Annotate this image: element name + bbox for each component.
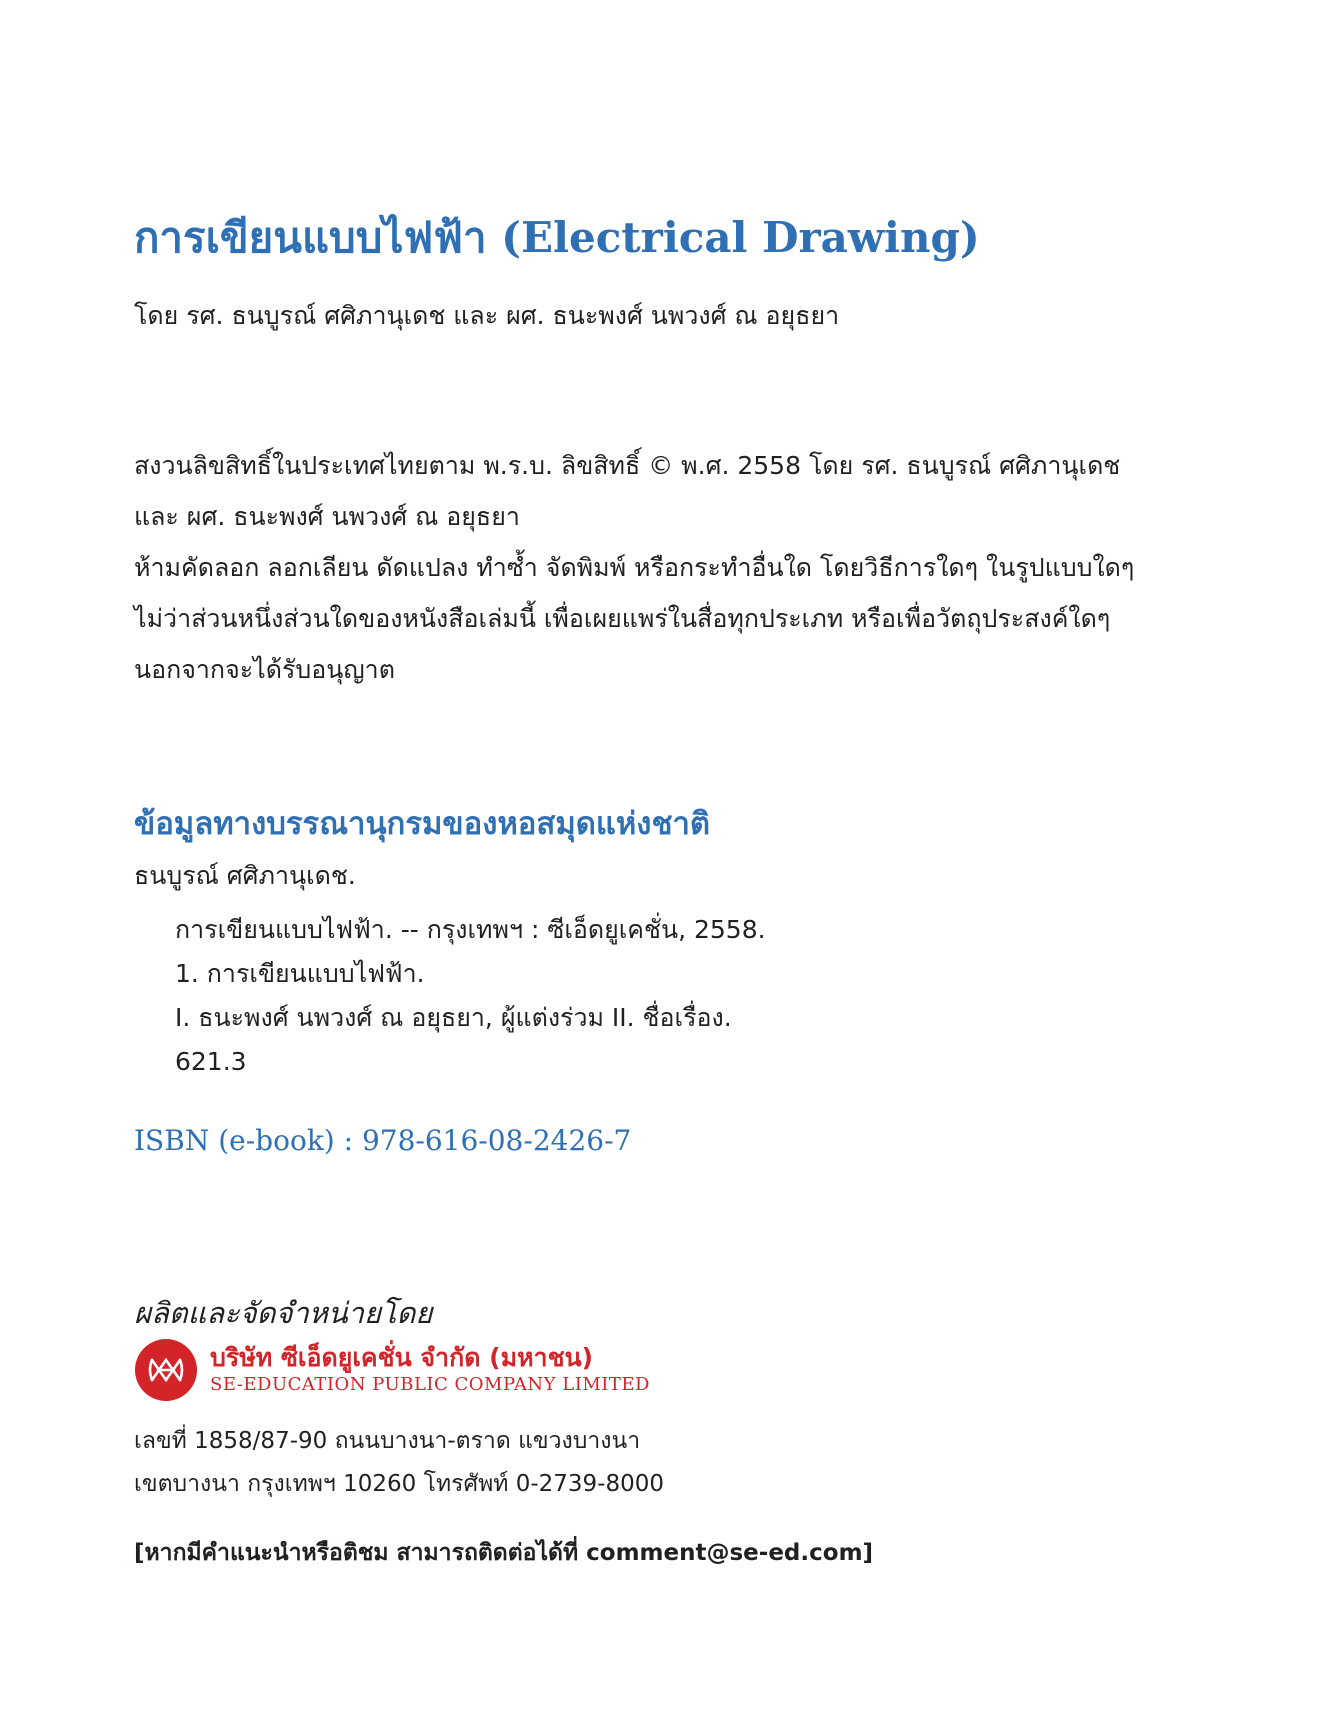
address-line: เขตบางนา กรุงเทพฯ 10260 โทรศัพท์ 0-2739-8000 bbox=[134, 1471, 665, 1497]
copyright-line: นอกจากจะได้รับอนุญาต bbox=[134, 655, 395, 684]
isbn: ISBN (e-book) : 978-616-08-2426-7 bbox=[134, 1124, 632, 1157]
cip-line: 621.3 bbox=[175, 1047, 247, 1076]
book-title: การเขียนแบบไฟฟ้า (Electrical Drawing) bbox=[134, 213, 980, 262]
company-name-english: SE-EDUCATION PUBLIC COMPANY LIMITED bbox=[210, 1374, 650, 1395]
cip-heading: ข้อมูลทางบรรณานุกรมของหอสมุดแห่งชาติ bbox=[134, 806, 711, 842]
cip-line: I. ธนะพงศ์ นพวงศ์ ณ อยุธยา, ผู้แต่งร่วม II. ชื่อเรื่อง. bbox=[175, 1003, 732, 1032]
cip-entries bbox=[175, 908, 766, 1084]
copyright-line: และ ผศ. ธนะพงศ์ นพวงศ์ ณ อยุธยา bbox=[134, 502, 520, 531]
authors-line: โดย รศ. ธนบูรณ์ ศศิภานุเดช และ ผศ. ธนะพงศ์ นพวงศ์ ณ อยุธยา bbox=[134, 301, 840, 330]
publisher-address bbox=[134, 1420, 664, 1506]
se-ed-logo-icon bbox=[134, 1338, 198, 1402]
company-name-thai: บริษัท ซีเอ็ดยูเคชั่น จำกัด (มหาชน) bbox=[210, 1343, 594, 1372]
copyright-line: สงวนลิขสิทธิ์ในประเทศไทยตาม พ.ร.บ. ลิขสิทธิ์ © พ.ศ. 2558 โดย รศ. ธนบูรณ์ ศศิภานุเดช bbox=[134, 451, 1121, 480]
copyright-notice bbox=[134, 440, 1214, 695]
contact-note: [หากมีคำแนะนำหรือติชม สามารถติดต่อได้ที่ comment@se-ed.com] bbox=[134, 1540, 874, 1566]
address-line: เลขที่ 1858/87-90 ถนนบางนา-ตราด แขวงบางนา bbox=[134, 1428, 641, 1454]
copyright-line: ไม่ว่าส่วนหนึ่งส่วนใดของหนังสือเล่มนี้ เพื่อเผยแพร่ในสื่อทุกประเภท หรือเพื่อวัตถุประสงค์ใดๆ bbox=[134, 604, 1111, 633]
cip-author: ธนบูรณ์ ศศิภานุเดช. bbox=[134, 861, 356, 890]
cip-line: การเขียนแบบไฟฟ้า. -- กรุงเทพฯ : ซีเอ็ดยูเคชั่น, 2558. bbox=[175, 915, 766, 944]
cip-line: 1. การเขียนแบบไฟฟ้า. bbox=[175, 959, 425, 988]
copyright-line: ห้ามคัดลอก ลอกเลียน ดัดแปลง ทำซ้ำ จัดพิมพ์ หรือกระทำอื่นใด โดยวิธีการใดๆ ในรูปแบบใดๆ bbox=[134, 553, 1135, 582]
produced-by-label: ผลิตและจัดจำหน่ายโดย bbox=[134, 1296, 433, 1330]
